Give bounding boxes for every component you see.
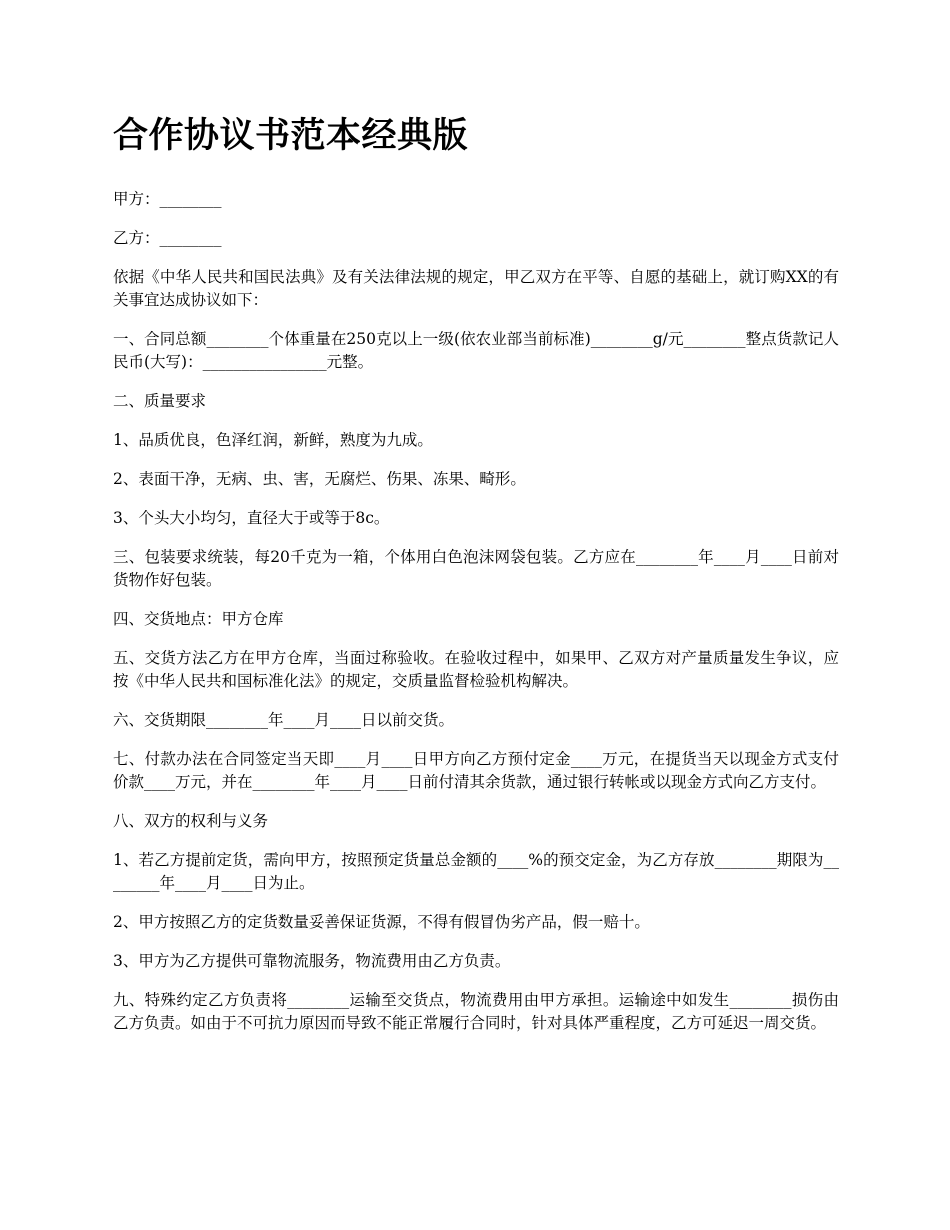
document-page <box>113 112 839 1051</box>
clause-2-heading-quality: 二、质量要求 <box>113 392 207 410</box>
clause-9-special-terms: 九、特殊约定乙方负责将________运输至交货点，物流费用由甲方承担。运输途中如发生________损伤由乙方负责。如由于不可抗力原因而导致不能正常履行合同时，针对具体严重程度，乙方可延迟一周交货。 <box>113 991 839 1032</box>
clause-7-payment-method: 七、付款办法在合同签定当天即____月____日甲方向乙方预付定金____万元，在提货当天以现金方式支付价款____万元，并在________年____月____日前付清其余货款，通过银行转帐或以现金方式向乙方支付。 <box>113 750 839 791</box>
rights-item-3: 3、甲方为乙方提供可靠物流服务，物流费用由乙方负责。 <box>113 952 511 970</box>
party-a-line: 甲方：________ <box>113 190 222 208</box>
document-title: 合作协议书范本经典版 <box>113 116 469 156</box>
rights-item-2: 2、甲方按照乙方的定货数量妥善保证货源，不得有假冒伪劣产品，假一赔十。 <box>113 913 650 931</box>
quality-item-3: 3、个头大小均匀，直径大于或等于8c。 <box>113 509 390 527</box>
clause-4-delivery-location: 四、交货地点：甲方仓库 <box>113 610 284 628</box>
clause-3-packaging: 三、包装要求统装，每20千克为一箱，个体用白色泡沫网袋包装。乙方应在________年____月____日前对货物作好包装。 <box>113 548 839 589</box>
clause-6-delivery-deadline: 六、交货期限________年____月____日以前交货。 <box>113 711 455 729</box>
clause-1-contract-total: 一、合同总额________个体重量在250克以上一级(依农业部当前标准)________g/元________整点货款记人民币(大写)：________________元整。 <box>113 330 839 371</box>
quality-item-1: 1、品质优良，色泽红润，新鲜，熟度为九成。 <box>113 431 433 449</box>
rights-item-1: 1、若乙方提前定货，需向甲方，按照预定货量总金额的____%的预交定金，为乙方存放________期限为________年____月____日为止。 <box>113 851 839 892</box>
clause-5-delivery-method: 五、交货方法乙方在甲方仓库，当面过称验收。在验收过程中，如果甲、乙双方对产量质量发生争议，应按《中华人民共和国标准化法》的规定，交质量监督检验机构解决。 <box>113 649 839 690</box>
preamble-paragraph: 依据《中华人民共和国民法典》及有关法律法规的规定，甲乙双方在平等、自愿的基础上，就订购XX的有关事宜达成协议如下： <box>113 268 839 309</box>
clause-8-heading-rights: 八、双方的权利与义务 <box>113 812 269 830</box>
quality-item-2: 2、表面干净，无病、虫、害，无腐烂、伤果、冻果、畸形。 <box>113 470 526 488</box>
party-b-line: 乙方：________ <box>113 229 222 247</box>
